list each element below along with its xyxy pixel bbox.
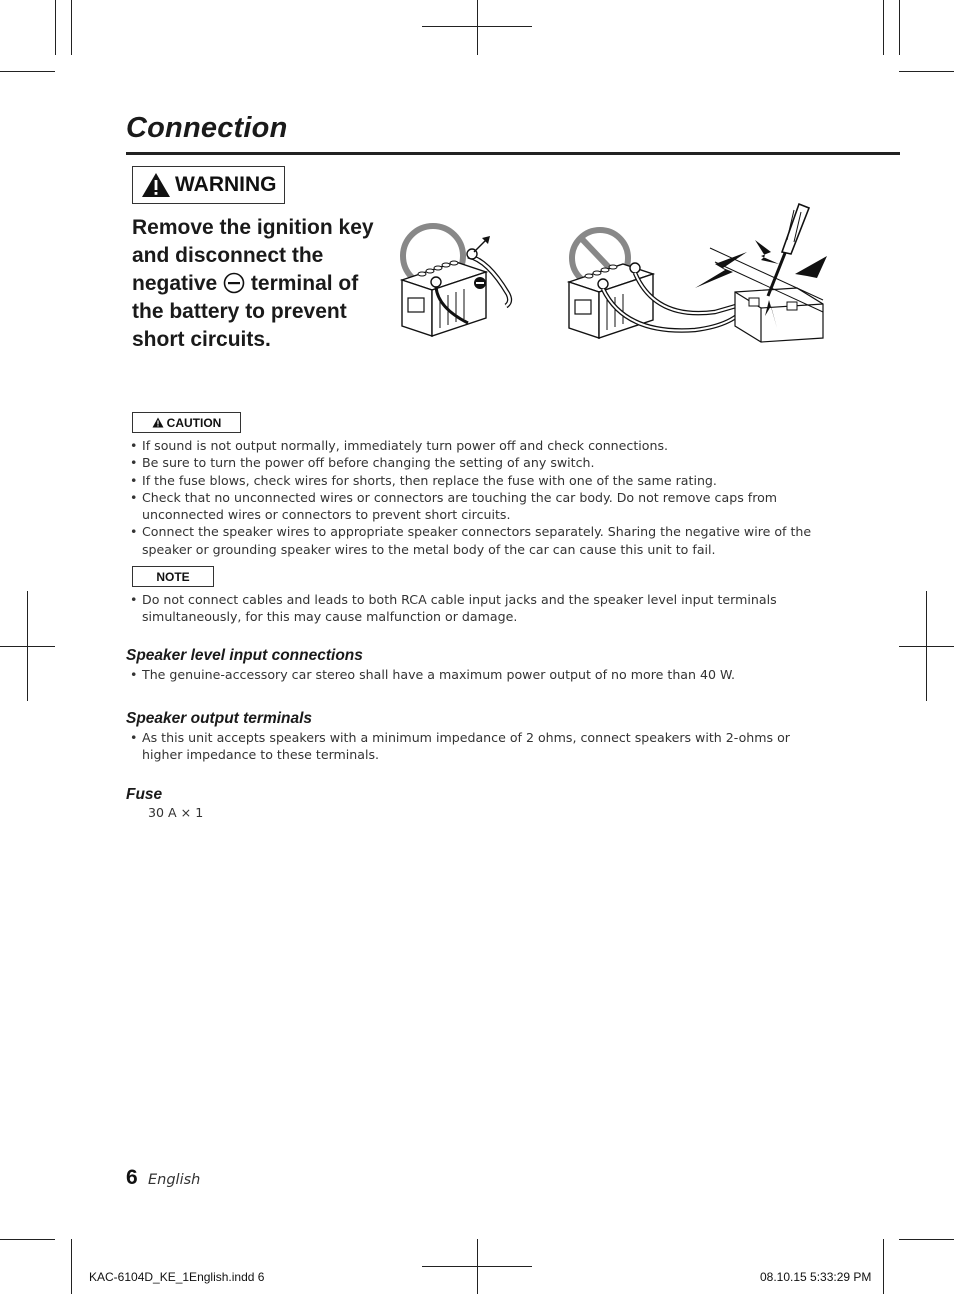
caution-list — [130, 437, 830, 558]
list-item: • Do not connect cables and leads to both RCA cable input jacks and the speaker level input terminals simultaneously, for this may cause malfunction or damage. — [130, 591, 830, 626]
caution-label: CAUTION — [166, 415, 222, 430]
note-badge — [132, 566, 214, 587]
warning-text-after: terminal of the battery to prevent short circuits. — [132, 272, 359, 351]
note-label: NOTE — [156, 569, 190, 584]
page-title: Connection — [126, 112, 288, 144]
speaker-level-heading: Speaker level input connections — [126, 647, 363, 664]
warning-label: WARNING — [175, 173, 277, 196]
speaker-output-heading: Speaker output terminals — [126, 710, 313, 727]
list-item: • Be sure to turn the power off before changing the setting of any switch. — [130, 454, 830, 471]
title-rule — [126, 152, 900, 155]
list-item: • If sound is not output normally, immediately turn power off and check connections. — [130, 437, 830, 454]
warning-text-before: Remove the ignition key and disconnect the negative — [132, 216, 374, 295]
speaker-level-list — [130, 666, 830, 683]
page-language: English — [148, 1172, 201, 1188]
fuse-heading: Fuse — [126, 786, 163, 803]
caution-badge — [132, 412, 241, 433]
page-number: 6 — [126, 1166, 138, 1189]
short-circuit-illustration — [565, 200, 830, 345]
list-item: • As this unit accepts speakers with a minimum impedance of 2 ohms, connect speakers with 2-ohms or higher impedance to these terminals. — [130, 729, 830, 764]
warning-badge — [132, 166, 285, 204]
warning-triangle-icon — [141, 172, 171, 198]
fuse-value: 30 A × 1 — [148, 805, 204, 820]
battery-disconnect-illustration — [398, 198, 528, 343]
list-item: • If the fuse blows, check wires for shorts, then replace the fuse with one of the same rating. — [130, 472, 830, 489]
list-item: • Check that no unconnected wires or connectors are touching the car body. Do not remove caps from unconnected wires or connectors to prevent short circuits. — [130, 489, 830, 524]
negative-terminal-icon — [223, 272, 245, 294]
warning-text — [132, 214, 392, 354]
list-item: • The genuine-accessory car stereo shall have a maximum power output of no more than 40 W. — [130, 666, 830, 683]
speaker-output-list — [130, 729, 830, 764]
slug-filename: KAC-6104D_KE_1English.indd 6 — [89, 1270, 265, 1284]
list-item: • Connect the speaker wires to appropriate speaker connectors separately. Sharing the negative wire of the speaker or grounding speaker wires to the metal body of the car can cause this unit to fail. — [130, 523, 830, 558]
note-list — [130, 591, 830, 626]
caution-triangle-icon — [152, 417, 164, 428]
slug-timestamp: 08.10.15 5:33:29 PM — [760, 1270, 872, 1284]
